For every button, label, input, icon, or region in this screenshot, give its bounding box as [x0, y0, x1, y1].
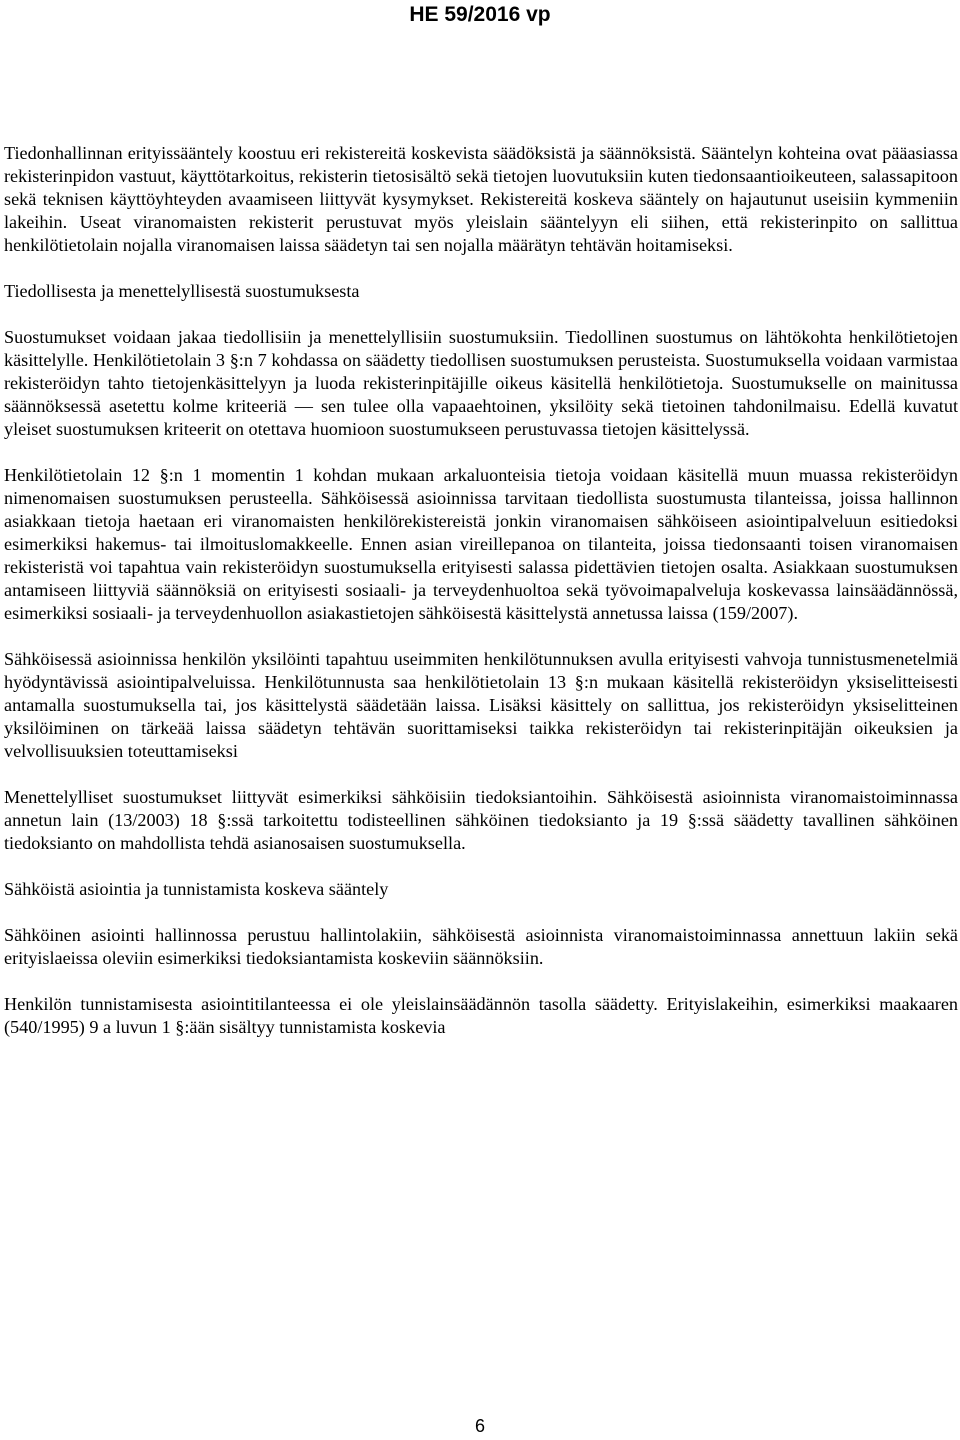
body-paragraph: Sähköinen asiointi hallinnossa perustuu hallintolakiin, sähköisestä asioinnista viranomaistoiminnassa annettuun lakiin sekä erityislaeissa oleviin esimerkiksi tiedoksiantamista koskeviin säännöksiin.: [4, 925, 958, 968]
body-paragraph: Suostumukset voidaan jakaa tiedollisiin ja menettelyllisiin suostumuksiin. Tiedollinen suostumus on lähtökohta henkilötietojen käsittelylle. Henkilötietolain 3 §:n 7 kohdassa on säädetty tiedollisen suostumuksen perusteista. Suostumuksella voidaan varmistaa rekisteröidyn tahto tietojenkäsittelyyn ja luoda rekisterinpitäjille oikeus käsitellä henkilötietoja. Suostumukselle on mainitussa säännöksessä asetettu kolme kriteeriä — sen tulee olla vapaaehtoinen, yksilöity sekä tietoinen tahdonilmaisu. Edellä kuvatut yleiset suostumuksen kriteerit on otettava huomioon suostumukseen perustuvassa tietojen käsittelyssä.: [4, 327, 958, 439]
section-heading: Sähköistä asiointia ja tunnistamista koskeva sääntely: [4, 879, 389, 899]
body-paragraph: Henkilötietolain 12 §:n 1 momentin 1 kohdan mukaan arkaluonteisia tietoja voidaan käsitellä muun muassa rekisteröidyn nimenomaisen suostumuksen perusteella. Sähköisessä asioinnissa tarvitaan tiedollista suostumusta tilanteissa, joissa hallinnon asiakkaan tietoja haetaan eri viranomaisten henkilörekistereistä jonkin viranomaisen sähköiseen asiointipalveluun esitiedoksi esimerkiksi hakemus- tai ilmoituslomakkeelle. Ennen asian vireillepanoa on tilanteita, joissa tiedonsaanti toisen viranomaisen rekisteristä voi tapahtua vain rekisteröidyn suostumuksella erityisesti salassa pidettävien tietojen osalta. Asiakkaan suostumuksen antamiseen liittyviä säännöksiä on erityisesti sosiaali- ja terveydenhuoltoa sekä työvoimapalveluja koskevassa lainsäädännössä, esimerkiksi sosiaali- ja terveydenhuollon asiakastietojen sähköisestä käsittelystä annetussa laissa (159/2007).: [4, 465, 958, 623]
body-paragraph: Tiedonhallinnan erityissääntely koostuu eri rekistereitä koskevista säädöksistä ja säännöksistä. Sääntelyn kohteina ovat pääasiassa rekisterinpidon vastuut, käyttötarkoitus, rekisterin tietosisältö sekä tietojen luovutuksiin kuten tiedonsaantioikeuteen, salassapitoon sekä teknisen käyttöyhteyden avaamiseen liittyvät kysymykset. Rekistereitä koskeva sääntely on hajautunut useisiin kymmeniin lakeihin. Useat viranomaisten rekisterit perustuvat myös yleislain sääntelyyn eli siihen, että rekisterinpito on sallittua henkilötietolain nojalla viranomaisen laissa säädetyn tai sen nojalla määrätyn tehtävän hoitamiseksi.: [4, 143, 958, 255]
document-body: [4, 142, 958, 1062]
document-header: [0, 0, 960, 32]
document-title: HE 59/2016 vp: [409, 3, 551, 26]
section-heading: Tiedollisesta ja menettelyllisestä suostumuksesta: [4, 281, 360, 301]
body-paragraph: Sähköisessä asioinnissa henkilön yksilöinti tapahtuu useimmiten henkilötunnuksen avulla erityisesti vahvoja tunnistusmenetelmiä hyödyntävissä asiointipalveluissa. Henkilötunnusta saa henkilötietolain 13 §:n mukaan käsitellä rekisteröidyn yksiselitteisesti antamalla suostumuksella tai, jos käsittelystä säädetään laissa. Lisäksi käsittely on sallittua, jos rekisteröidyn yksiselitteinen yksilöiminen on tärkeää laissa säädetyn tehtävän suorittamiseksi taikka rekisteröidyn tai rekisterinpitäjän oikeuksien ja velvollisuuksien toteuttamiseksi: [4, 649, 958, 761]
page-number: 6: [474, 1416, 485, 1436]
body-paragraph: Henkilön tunnistamisesta asiointitilanteessa ei ole yleislainsäädännön tasolla säädetty. Erityislakeihin, esimerkiksi maakaaren (540/1995) 9 a luvun 1 §:ään sisältyy tunnistamista koskevia: [4, 994, 958, 1037]
body-paragraph: Menettelylliset suostumukset liittyvät esimerkiksi sähköisiin tiedoksiantoihin. Sähköisestä asioinnista viranomaistoiminnassa annetun lain (13/2003) 18 §:ssä tarkoitettu todisteellinen sähköinen tiedoksianto ja 19 §:ssä säädetty tavallinen sähköinen tiedoksianto on mahdollista tehdä asianosaisen suostumuksella.: [4, 787, 958, 853]
